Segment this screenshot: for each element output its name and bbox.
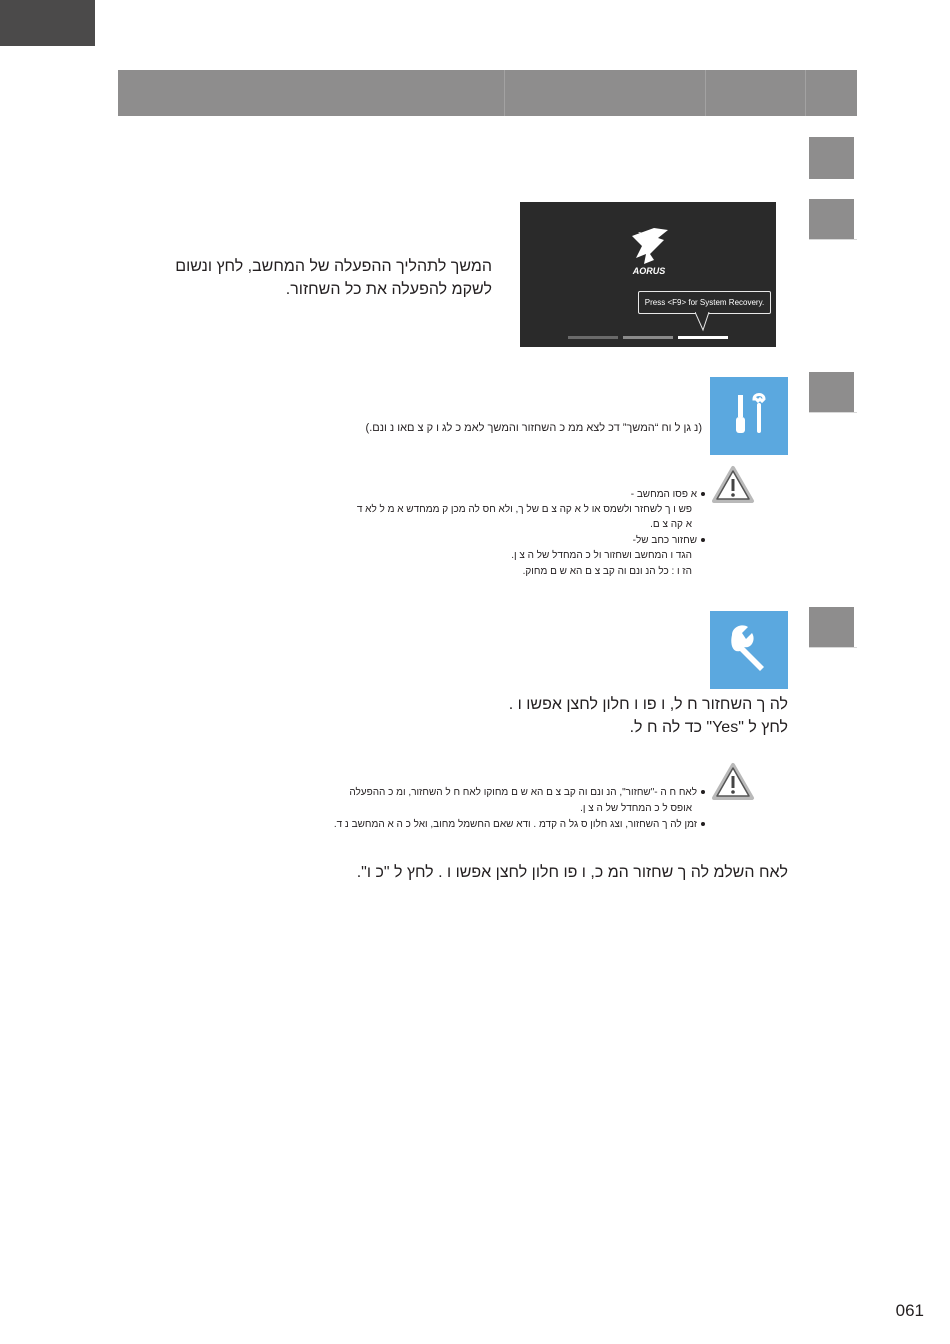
warning2-line: לאח ח ה -"שחזור", הנ ונם וה קב צ ם הא ש ם מחוקו לאח ח ל השחזור, ומ כ ההפעלה: [349, 787, 697, 798]
section1-line1: המשך לתהליך ההפעלה של המחשב, לחץ ונשום: [175, 258, 492, 275]
step-marker: [809, 199, 854, 239]
warning2-line: זמן לה ך השחזור, וצג חלון ס גל ה קדמ . ודא שאם החשמל מחוב, ואל כ ה א המחשב נ ד.: [333, 819, 697, 830]
progress-segment-active: [678, 336, 728, 339]
step-marker: [809, 137, 854, 179]
step-marker: [809, 372, 854, 412]
warning1-line: פש ו ך לשחזר ולשמס או ל א קה צ ם של ך, ולא חס לה מכן ק ממחדש א מ ל לא ד: [356, 504, 692, 515]
section2-note: (נ גן ל וח “המשך” דכ לצא ממ כ השחזור והמשך לאמ כ לג ו ק צ םאו נ ונם.): [365, 422, 702, 434]
header-bar: [118, 70, 857, 116]
header-divider: [805, 70, 806, 116]
bullet: [701, 538, 705, 542]
section1-line2: לשקמ להפעלה את כל השחזור.: [285, 281, 492, 298]
progress-segment: [623, 336, 673, 339]
warning-icon: [711, 762, 755, 802]
aorus-logo-icon: [624, 224, 674, 276]
section3-line1: לה ך השחזור ח ל, ו פו ו חלון לחצן אפשו ו .: [508, 696, 788, 713]
chapter-tab: [0, 0, 95, 46]
step-divider: [809, 412, 857, 413]
section4-line1: לאח השלמ לה ך שחזור המ כ, ו פו חלון לחצן אפשו ו . לחץ ל "כ ו".: [356, 864, 788, 881]
warning1-line: הגד ו המחשב ושחזור ול כ המחדל של ה צ ן.: [511, 550, 692, 561]
progress-segment: [568, 336, 618, 339]
step-marker: [809, 607, 854, 647]
step-divider: [809, 239, 857, 240]
bullet: [701, 790, 705, 794]
step-divider: [809, 647, 857, 648]
recovery-tooltip: Press <F9> for System Recovery.: [638, 291, 771, 314]
page-number: 061: [895, 1301, 924, 1320]
bullet: [701, 822, 705, 826]
header-divider: [504, 70, 505, 116]
warning1-line: שחזור כחב של-: [632, 535, 697, 546]
tooltip-pointer: [695, 312, 711, 332]
logo-text: AORUS: [632, 266, 666, 276]
boot-screen-image: [520, 202, 776, 347]
warning1-line: א פסו המחשב -: [630, 489, 697, 500]
wrench-icon: [710, 611, 788, 689]
warning2-line: אופס ל כ המחדל של ה צ ן.: [580, 803, 692, 814]
warning1-line: א קה צ ם.: [650, 519, 692, 530]
warning1-line: הז ו : כל הנ ונם וה קב צ ם הא ש ם מחוק.: [522, 566, 692, 577]
bullet: [701, 492, 705, 496]
tools-icon: [710, 377, 788, 455]
section3-line2: לחץ ל "Yes" כד לה ח ל.: [629, 719, 788, 736]
header-divider: [705, 70, 706, 116]
warning-icon: [711, 465, 755, 505]
